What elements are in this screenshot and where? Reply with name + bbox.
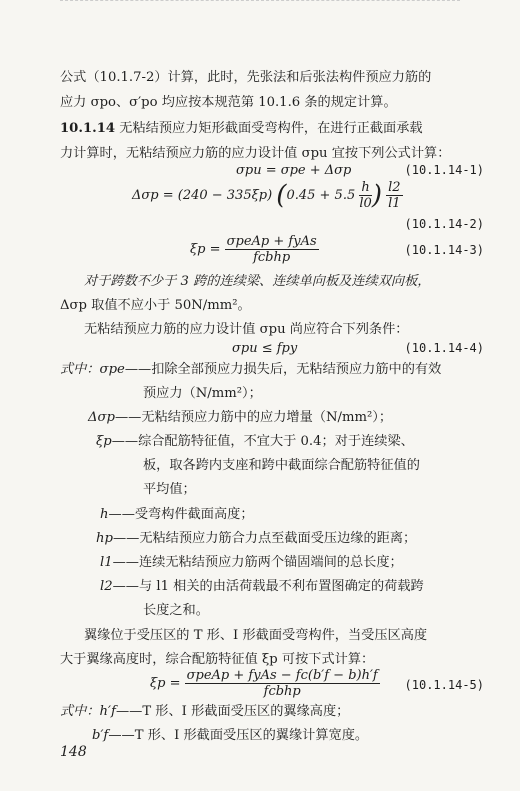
equation-1: σpu = σpe + Δσp: [236, 163, 352, 178]
definition-item: [60, 704, 349, 720]
equation-tag: (10.1.14-1): [404, 163, 484, 177]
equation-tag: (10.1.14-3): [404, 243, 484, 257]
eq2-left: Δσp = (240 − 335ξp): [132, 188, 273, 203]
definition-continuation: 长度之和。: [143, 603, 209, 618]
equation-tag: (10.1.14-5): [404, 678, 484, 692]
eq2-fraction-2: $\frac{l2}{l1}$: [388, 180, 401, 211]
definition-symbol: Δσp: [88, 410, 115, 425]
definition-text: ——连续无粘结预应力筋两个锚固端间的总长度；: [112, 555, 403, 570]
definition-symbol: 式中：σpe: [60, 362, 125, 377]
paragraph-line: 公式（10.1.7-2）计算，此时，先张法和后张法构件预应力筋的: [60, 70, 432, 85]
definition-symbol: l2: [100, 579, 113, 594]
eq3-left: ξp =: [190, 242, 221, 257]
eq3-fraction: $\frac{\text{σpeAp + fyAs}}{\text{fcbhp}}$: [226, 234, 317, 265]
definition-item: [96, 434, 414, 450]
definition-symbol: hp: [96, 531, 113, 546]
definition-text: ——受弯构件截面高度；: [108, 507, 254, 522]
flange-line: 翼缘位于受压区的 T 形、I 形截面受弯构件，当受压区高度: [84, 628, 428, 643]
definition-continuation: 板，取各跨内支座和跨中截面综合配筋特征值的: [143, 458, 420, 473]
equation-4: σpu ≤ fpy: [232, 341, 298, 356]
definition-item: [92, 728, 368, 744]
definition-item: [100, 579, 424, 595]
equation-tag: (10.1.14-2): [404, 217, 484, 231]
definition-text: ——无粘结预应力筋合力点至截面受压边缘的距离；: [112, 531, 417, 546]
definition-text: ——综合配筋特征值，不宜大于 0.4；对于连续梁、: [111, 434, 414, 449]
clause-line: 力计算时，无粘结预应力筋的应力设计值 σpu 宜按下列公式计算：: [60, 146, 451, 161]
top-edge-mark: [60, 0, 460, 3]
eq5-fraction: $\frac{\text{σpeAp + fyAs − fc(b′f − b)h′f}}{\text{fcbhp}}$: [186, 668, 378, 699]
clause-heading: [60, 121, 423, 137]
clause-number: 10.1.14: [60, 121, 116, 136]
definition-symbol: h: [100, 507, 109, 522]
flange-line: 大于翼缘高度时，综合配筋特征值 ξp 可按下式计算：: [60, 652, 375, 667]
definition-text: ——扣除全部预应力损失后，无粘结预应力筋中的有效: [124, 362, 442, 377]
equation-2: Δσp = (240 − 335ξp) (0.45 + 5.5 $\frac{h}{l0}$ ) $\frac{l2}{l1}$: [132, 180, 401, 211]
eq2-fraction: $\frac{h}{l0}$: [359, 180, 372, 211]
note-line: Δσp 取值不应小于 50N/mm²。: [60, 298, 251, 313]
definition-symbol: l1: [100, 555, 113, 570]
definition-text: ——与 l1 相关的由活荷载最不利布置图确定的荷载跨: [112, 579, 424, 594]
definition-symbol: ξp: [96, 434, 112, 449]
equation-5: [150, 668, 380, 699]
paragraph-line: 应力 σpo、σ′po 均应按本规范第 10.1.6 条的规定计算。: [60, 95, 397, 110]
definition-item: [60, 362, 441, 378]
page-number: 148: [60, 744, 87, 760]
equation-3: [190, 234, 319, 265]
note-line: 对于跨数不少于 3 跨的连续梁、连续单向板及连续双向板，: [84, 274, 431, 289]
eq5-left: ξp =: [150, 676, 181, 691]
definition-item: [88, 410, 392, 426]
definition-symbol: b′f: [92, 728, 109, 743]
definition-item: [100, 507, 254, 523]
definition-continuation: 平均值；: [143, 482, 196, 497]
definition-continuation: 预应力（N/mm²）；: [143, 386, 262, 401]
definition-text: ——T 形、I 形截面受压区的翼缘计算宽度。: [108, 728, 369, 743]
equation-tag: (10.1.14-4): [404, 341, 484, 355]
definition-text: ——T 形、I 形截面受压区的翼缘高度；: [115, 704, 350, 719]
definition-symbol: 式中：h′f: [60, 704, 116, 719]
definition-item: [100, 555, 403, 571]
definition-item: [96, 531, 416, 547]
condition-line: 无粘结预应力筋的应力设计值 σpu 尚应符合下列条件：: [84, 322, 409, 337]
eq2-mid: 0.45 + 5.5: [286, 188, 356, 203]
clause-text: 无粘结预应力矩形截面受弯构件，在进行正截面承载: [119, 121, 423, 136]
definition-text: ——无粘结预应力筋中的应力增量（N/mm²）；: [114, 410, 393, 425]
